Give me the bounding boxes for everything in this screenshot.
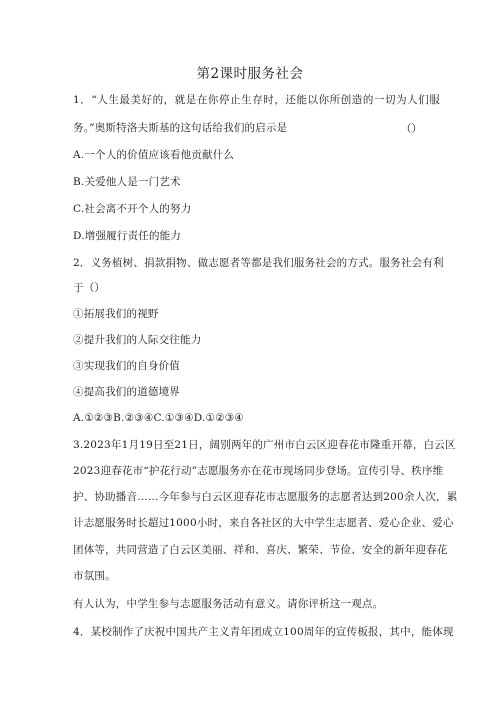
q1-stem-line-1: 1．“人生最美好的，就是在你停止生存时，还能以你所创造的一切为人们服 <box>73 94 440 106</box>
q2-item-4: ④提高我们的道德境界 <box>73 386 180 398</box>
q3-line-1: 3.2023年1月19日至21日，阔别两年的广州市白云区迎春花市隆重开幕，白云区 <box>73 439 456 451</box>
q1-option-c: C.社会离不开个人的努力 <box>73 203 192 215</box>
q3-line-5: 团体等，共同营造了白云区美丽、祥和、喜庆、繁荣、节俭、安全的新年迎春花 <box>73 544 448 556</box>
q1-option-b: B.关爱他人是一门艺术 <box>73 176 181 188</box>
q2-item-1: ①拓展我们的视野 <box>73 308 159 320</box>
page-title: 第2课时服务社会 <box>196 66 304 82</box>
q1-answer-paren: （） <box>401 123 422 135</box>
q2-stem-line-1: 2．义务植树、捐款捐物、做志愿者等都是我们服务社会的方式。服务社会有利 <box>73 257 444 269</box>
q2-item-2: ②提升我们的人际交往能力 <box>73 334 202 346</box>
q3-line-6: 市氛围。 <box>73 570 116 582</box>
q3-line-2: 2023迎春花市“护花行动”志愿服务亦在花市现场同步登场。宣传引导、秩序维 <box>73 465 444 477</box>
q2-choices: A.①②③B.②③④C.①③④D.①②③④ <box>73 412 244 424</box>
q2-item-3: ③实现我们的自身价值 <box>73 360 180 372</box>
q4-stem-line-1: 4．某校制作了庆祝中国共产主义青年团成立100周年的宣传板报，其中，能体现 <box>73 626 454 638</box>
q3-line-4: 计志愿服务时长超过1000小时，来自各社区的大中学生志愿者、爱心企业、爱心 <box>73 517 454 529</box>
q2-stem-line-2: 于（） <box>73 282 106 294</box>
q1-option-a: A.一个人的价值应该看他贡献什么 <box>73 149 235 161</box>
q1-stem-line-2: 务。”奥斯特洛夫斯基的这句话给我们的启示是 <box>73 122 288 134</box>
q1-option-d: D.增强履行责任的能力 <box>73 230 182 242</box>
q3-line-3: 护、协助播音……今年参与白云区迎春花市志愿服务的志愿者达到200余人次，累 <box>73 491 458 503</box>
q3-prompt: 有人认为，中学生参与志愿服务活动有意义。请你评析这一观点。 <box>73 598 384 610</box>
